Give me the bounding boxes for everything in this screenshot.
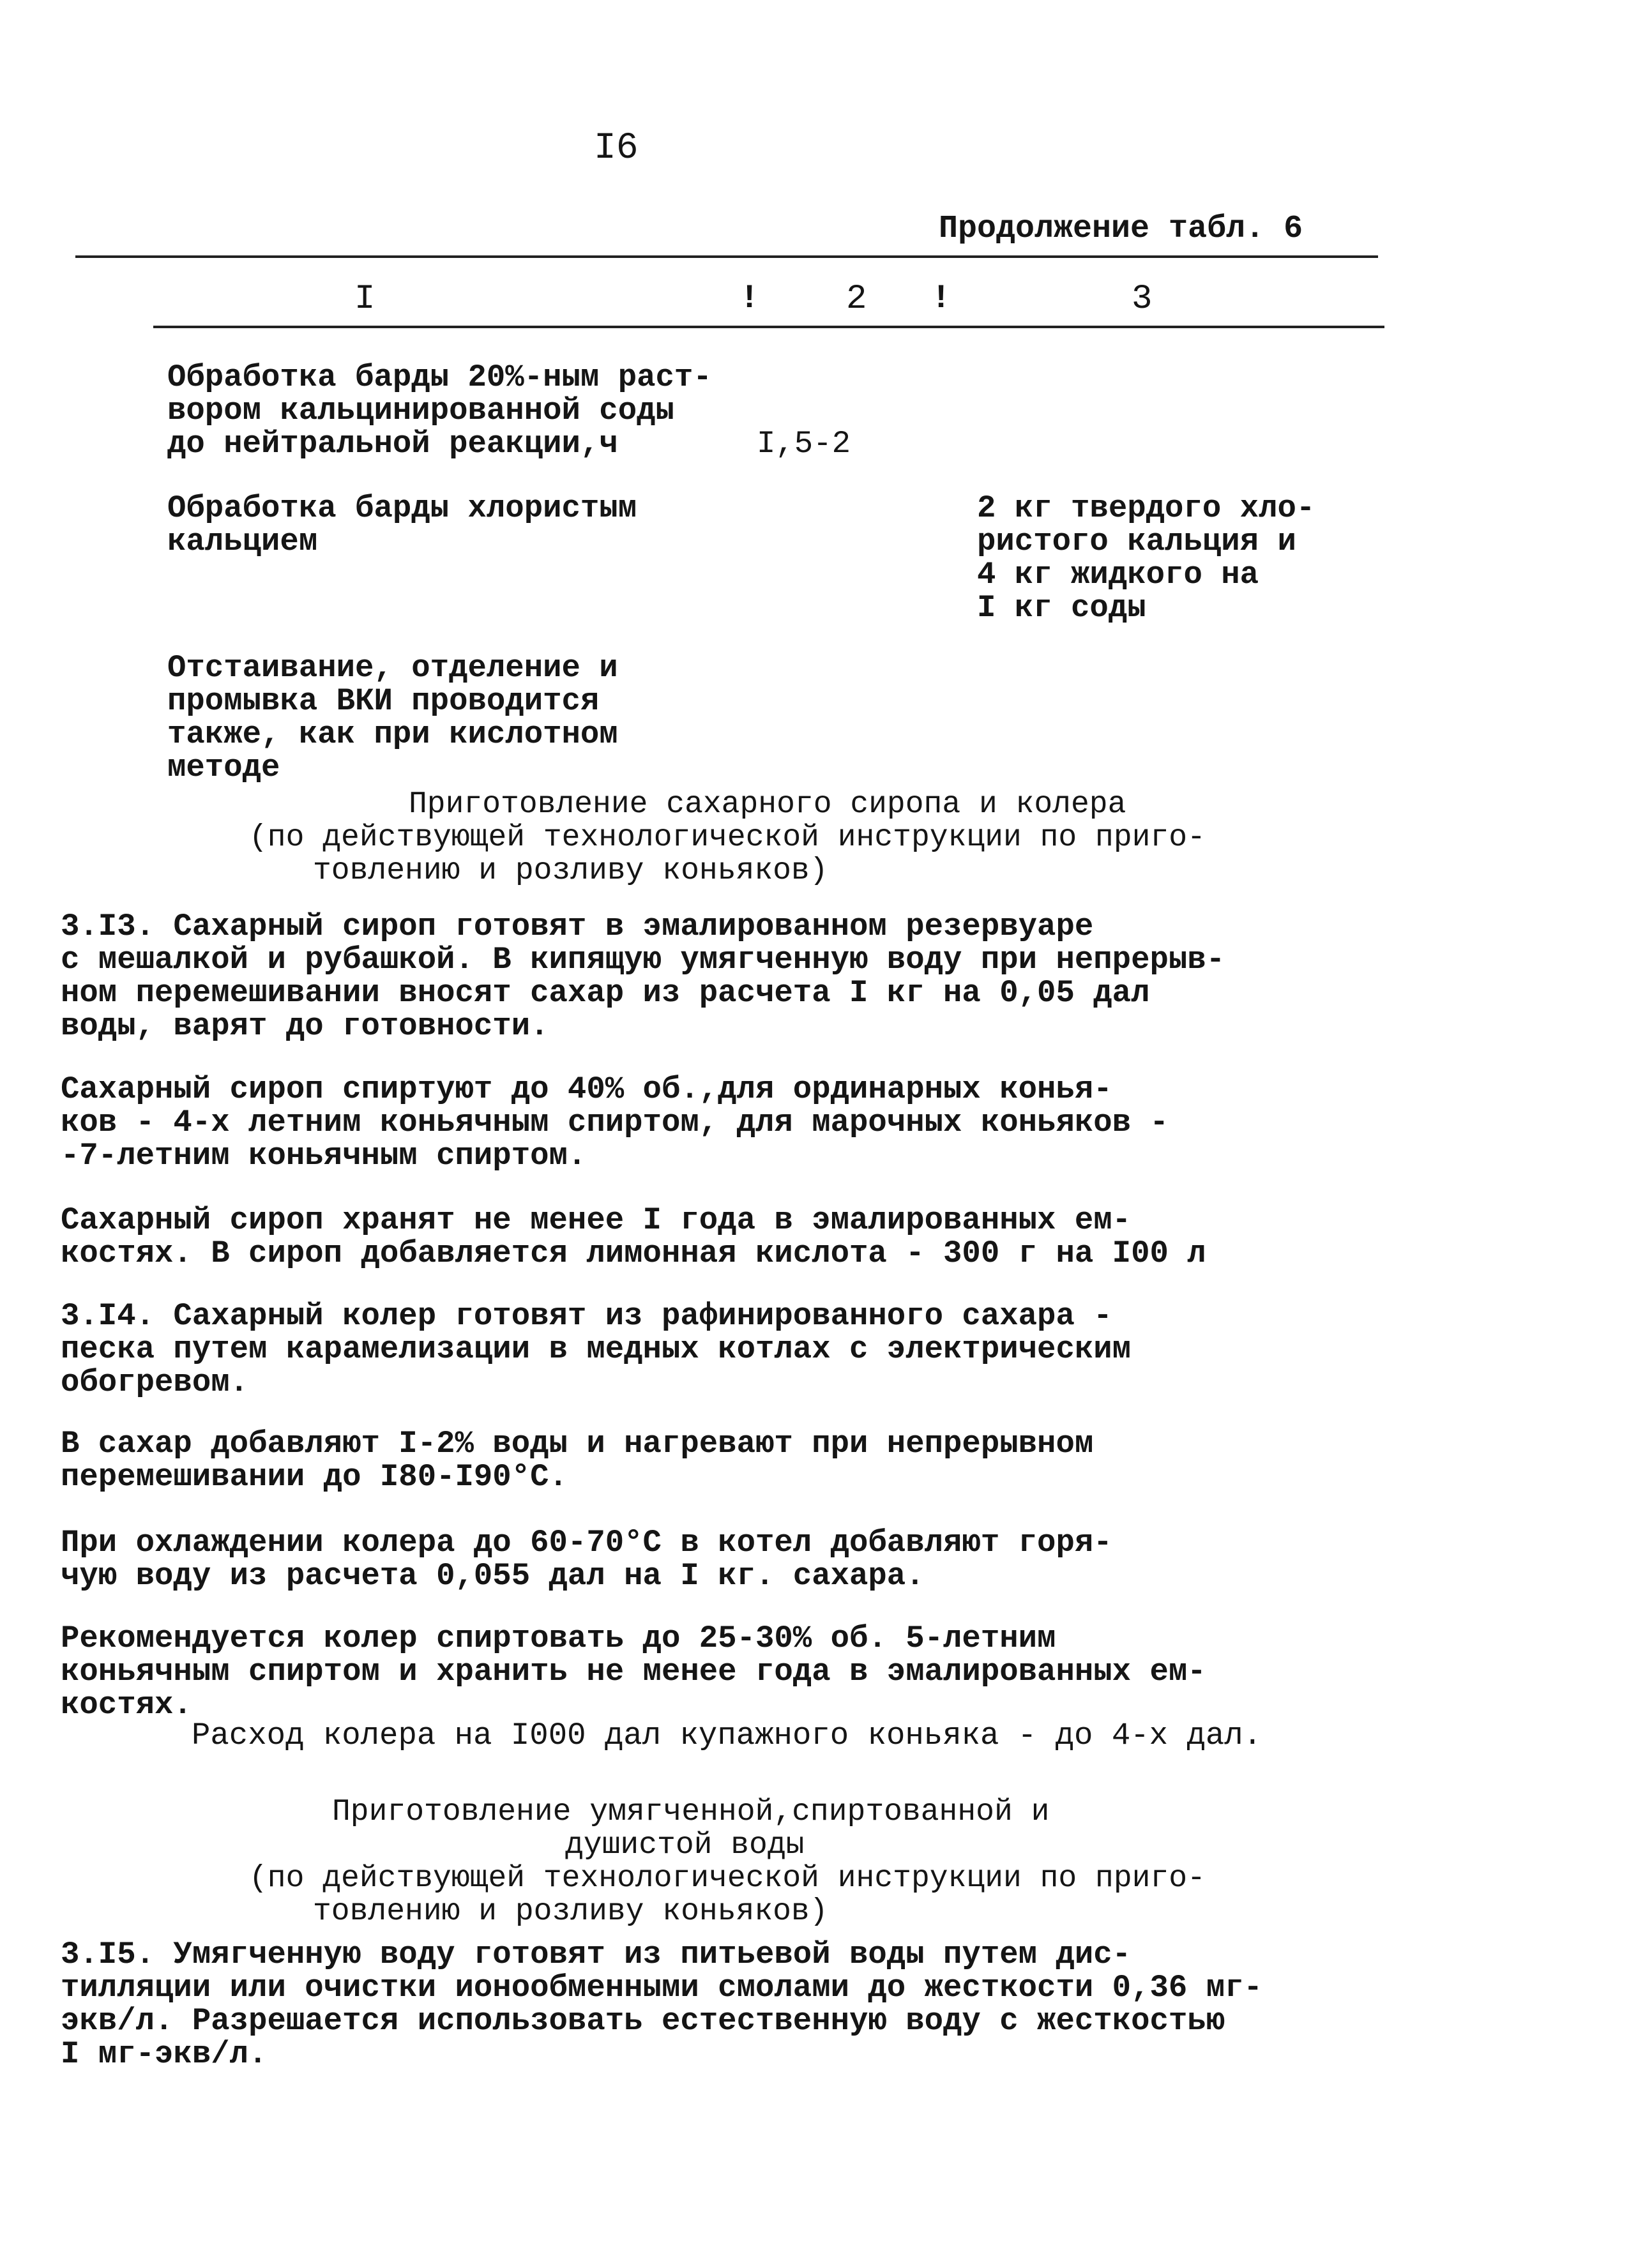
table-header-col1: I xyxy=(354,280,375,319)
table-continuation-label: Продолжение табл. 6 xyxy=(939,211,1303,247)
paragraph-recommendation: Рекомендуется колер спиртовать до 25-30% об. 5-летним коньячным спиртом и хранить не менее года в эмалированных ем- костях. xyxy=(61,1621,1206,1723)
table-row-1-col1: Обработка барды 20%-ным раст- вором кальцинированной соды до нейтральной реакции,ч xyxy=(167,359,712,462)
section-1-subtitle-cont: товлению и розливу коньяков) xyxy=(313,854,828,888)
section-2-subtitle-cont: товлению и розливу коньяков) xyxy=(313,1894,828,1929)
section-2-subtitle: (по действующей технологической инструкции по приго- xyxy=(249,1861,1206,1896)
page-number: I6 xyxy=(594,128,639,169)
paragraph-3-15: 3.I5. Умягченную воду готовят из питьевой воды путем дис- тилляции или очистки ионообменными смолами до жесткости 0,36 мг- экв/л. Разрешается использовать естественную воду с жесткостью I мг-экв/л. xyxy=(61,1937,1262,2072)
table-header-col3: 3 xyxy=(1132,280,1153,319)
section-2-title-cont: душистой воды xyxy=(565,1828,805,1863)
section-1-subtitle: (по действующей технологической инструкции по приго- xyxy=(249,820,1206,855)
paragraph-3-14: 3.I4. Сахарный колер готовят из рафинированного сахара - песка путем карамелизации в медных котлах с электрическим обогревом. xyxy=(61,1298,1132,1400)
paragraph-consumption: Расход колера на I000 дал купажного коньяка - до 4-х дал. xyxy=(192,1718,1262,1753)
table-top-rule xyxy=(75,255,1378,258)
table-row-2-col3: 2 кг твердого хло- ристого кальция и 4 кг жидкого на I кг соды xyxy=(977,490,1315,626)
table-row-3-col1: Отстаивание, отделение и промывка ВКИ проводится также, как при кислотном методе xyxy=(167,650,618,785)
table-header-divider: ! xyxy=(931,280,951,317)
table-row-2-col1: Обработка барды хлористым кальцием xyxy=(167,490,637,559)
paragraph-syrup-storage: Сахарный сироп хранят не менее I года в эмалированных ем- костях. В сироп добавляется лимонная кислота - 300 г на I00 л xyxy=(61,1202,1206,1271)
paragraph-3-13: 3.I3. Сахарный сироп готовят в эмалированном резервуаре с мешалкой и рубашкой. В кипящую умягченную воду при непрерыв- ном перемешивании вносят сахар из расчета I кг на 0,05 дал воды, варят до готовности. xyxy=(61,909,1225,1044)
table-row-1-col2: I,5-2 xyxy=(757,426,851,462)
paragraph-syrup-spirit: Сахарный сироп спиртуют до 40% об.,для ординарных конья- ков - 4-х летним коньячным спиртом, для марочных коньяков - -7-летним коньячным спиртом. xyxy=(61,1071,1169,1174)
table-header-rule xyxy=(153,326,1384,328)
paragraph-add-water: В сахар добавляют I-2% воды и нагревают при непрерывном перемешивании до I80-I90°C. xyxy=(61,1426,1094,1495)
section-1-title: Приготовление сахарного сиропа и колера xyxy=(409,787,1126,822)
table-header-divider: ! xyxy=(739,280,760,317)
paragraph-cooling: При охлаждении колера до 60-70°C в котел добавляют горя- чую воду из расчета 0,055 дал на I кг. сахара. xyxy=(61,1525,1112,1594)
table-header-col2: 2 xyxy=(846,280,867,319)
section-2-title: Приготовление умягченной,спиртованной и xyxy=(332,1795,1050,1829)
